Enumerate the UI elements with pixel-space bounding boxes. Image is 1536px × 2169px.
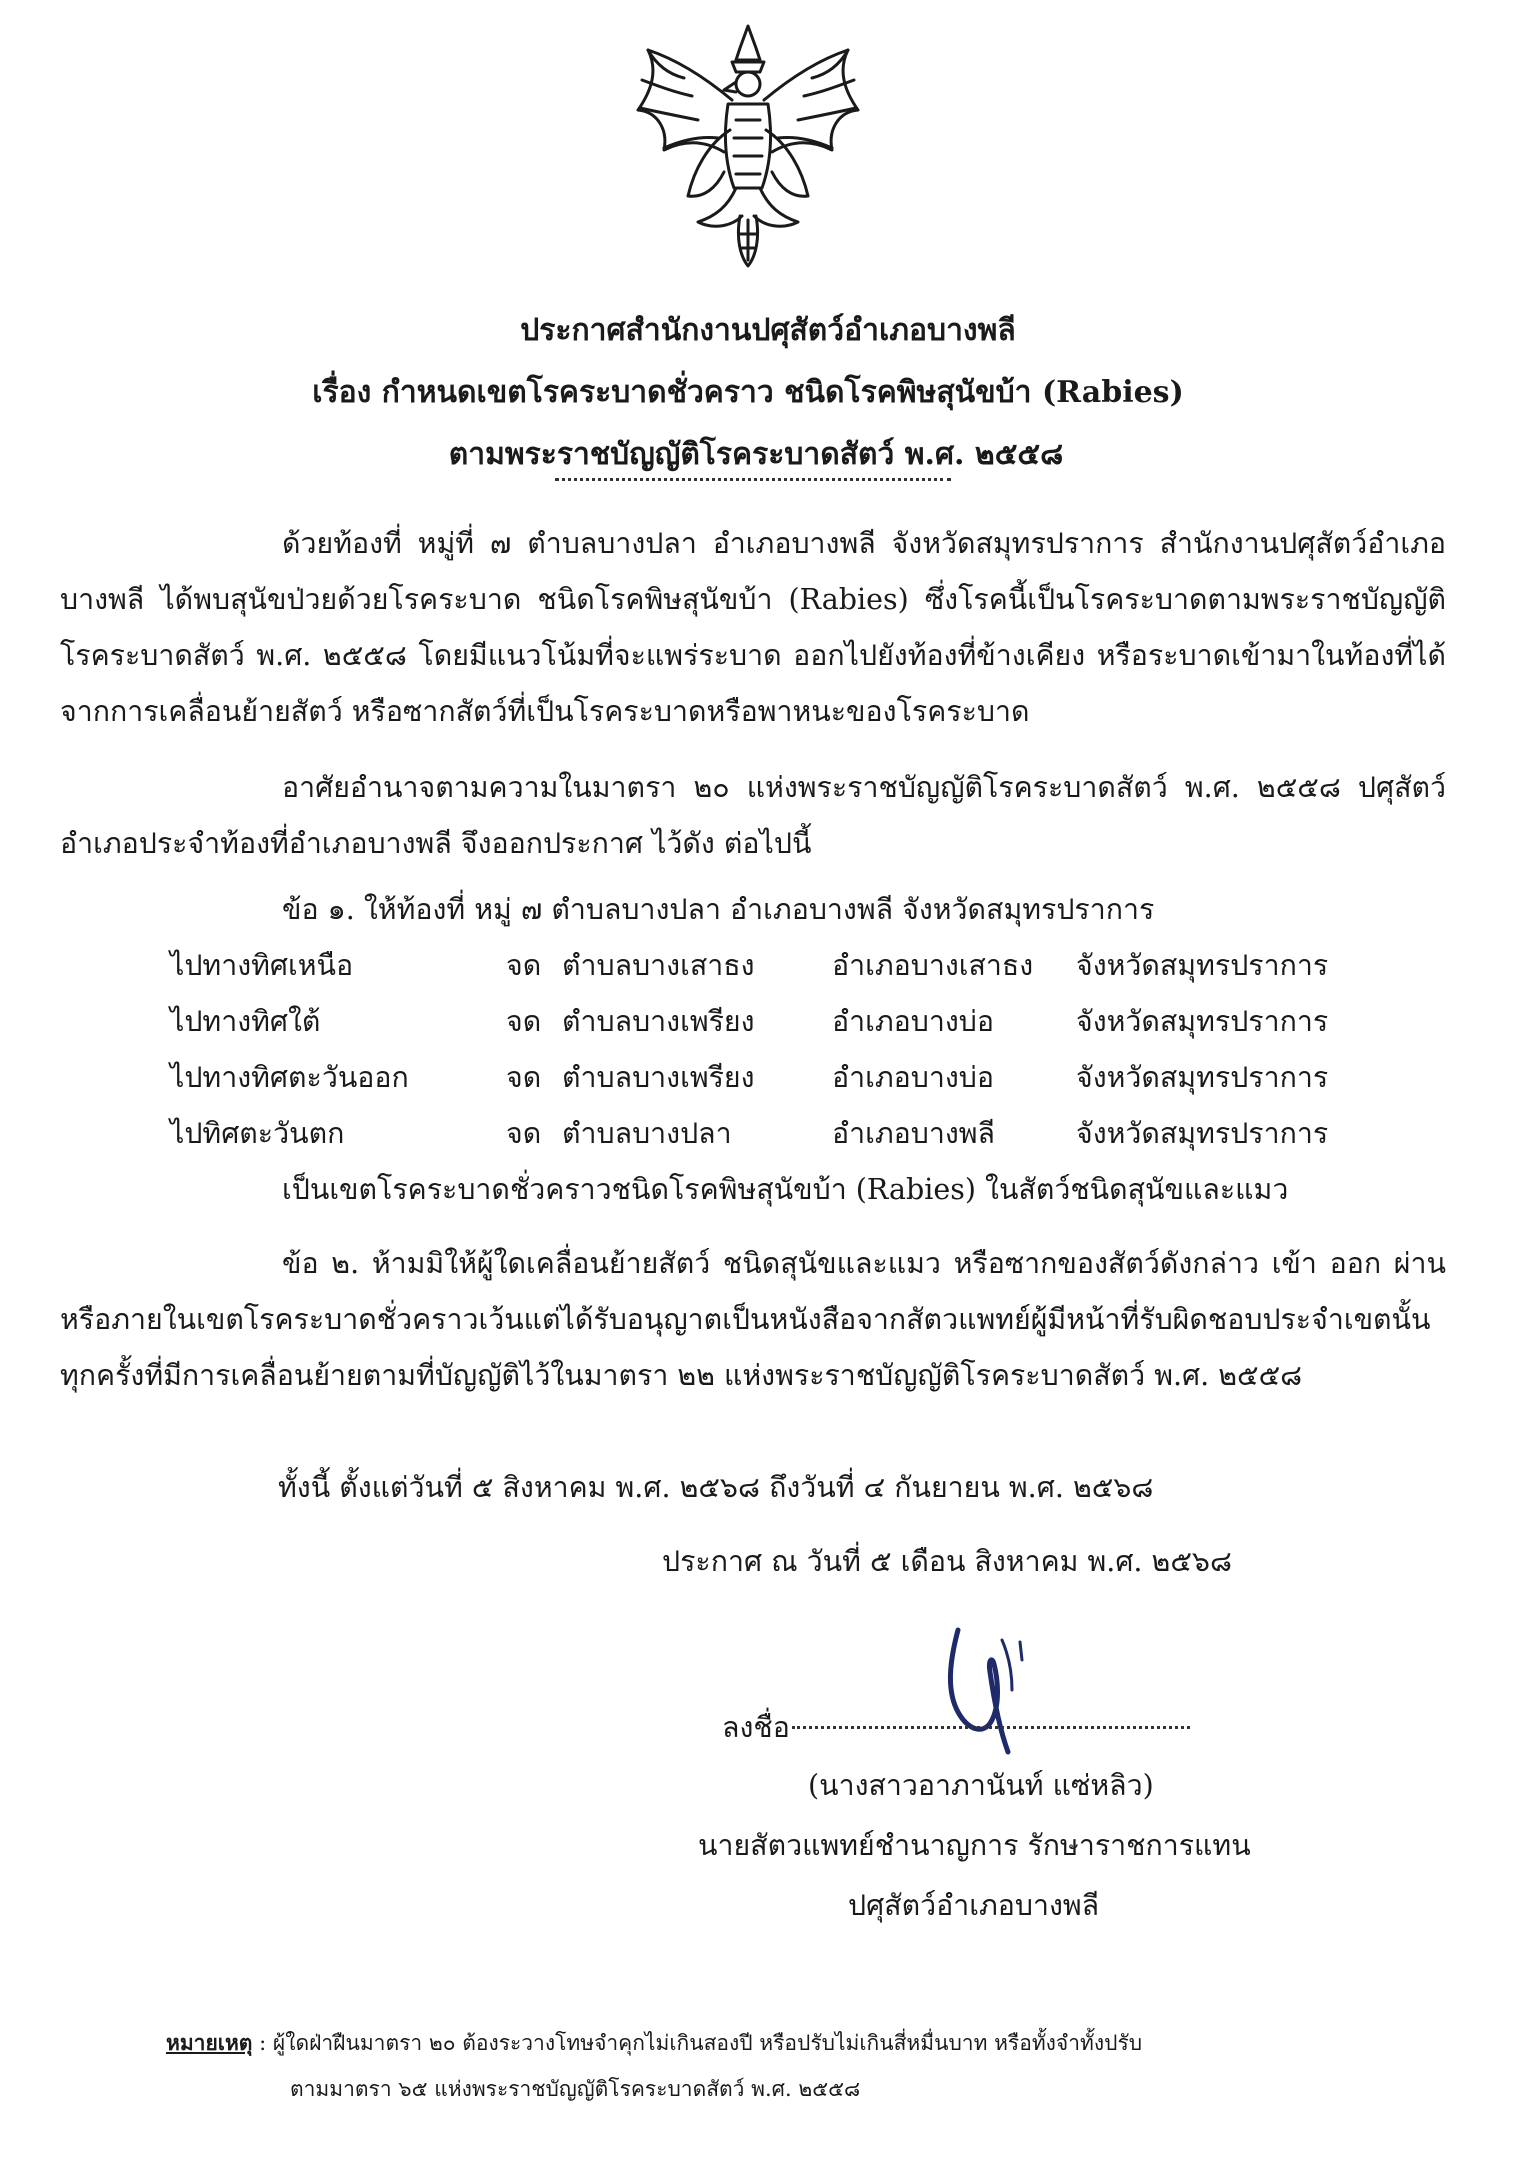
clause-2-text: ข้อ ๒. ห้ามมิให้ผู้ใดเคลื่อนย้ายสัตว์ ชนิดสุนัขและแมว หรือซากของสัตว์ดังกล่าว เข้า ออก ผ่าน หรือภายในเขตโรคระบาดชั่วคราวเว้นแต่ได้รับอนุญาตเป็นหนังสือจากสัตวแพทย์ผู้มีหน้าที่รับผิดชอบประจำเขตนั้นทุกครั้งที่มีการเคลื่อนย้ายตามที่บัญญัติไว้ในมาตรา ๒๒ แห่งพระราชบัญญัติโรคระบาดสัตว์ พ.ศ. ๒๕๕๘ — [60, 1247, 1446, 1392]
signer-name: (นางสาวอาภานันท์ แซ่หลิว) — [808, 1769, 1154, 1802]
boundary-adjacent: จด — [506, 1117, 542, 1150]
paragraph-preamble — [60, 516, 1446, 740]
boundary-subdistrict: ตำบลบางปลา — [562, 1117, 732, 1150]
title-line-3: ตามพระราชบัญญัติโรคระบาดสัตว์ พ.ศ. ๒๕๕๘ — [448, 437, 1064, 472]
clause-1: ข้อ ๑. ให้ท้องที่ หมู่ ๗ ตำบลบางปลา อำเภอบางพลี จังหวัดสมุทรปราการ — [282, 893, 1155, 926]
signature-dotted-line — [792, 1726, 1190, 1729]
zone-statement: เป็นเขตโรคระบาดชั่วคราวชนิดโรคพิษสุนัขบ้า (Rabies) ในสัตว์ชนิดสุนัขและแมว — [282, 1173, 1289, 1206]
signature-label: ลงชื่อ — [722, 1711, 790, 1744]
signer-position: นายสัตวแพทย์ชำนาญการ รักษาราชการแทน — [698, 1829, 1251, 1862]
footnote-separator: : — [252, 2031, 273, 2055]
boundary-province: จังหวัดสมุทรปราการ — [1076, 1005, 1329, 1038]
document-title — [0, 300, 1536, 486]
announcement-date: ประกาศ ณ วันที่ ๕ เดือน สิงหาคม พ.ศ. ๒๕๖๘ — [662, 1545, 1232, 1578]
boundary-adjacent: จด — [506, 949, 542, 982]
signature-line — [722, 1700, 1190, 1756]
authority-text: อาศัยอำนาจตามความในมาตรา ๒๐ แห่งพระราชบัญญัติโรคระบาดสัตว์ พ.ศ. ๒๕๕๘ ปศุสัตว์อำเภอประจำท้องที่อำเภอบางพลี จึงออกประกาศ ไว้ดัง ต่อไปนี้ — [60, 771, 1446, 860]
boundary-district: อำเภอบางบ่อ — [832, 1061, 994, 1094]
boundary-direction: ไปทิศตะวันตก — [170, 1117, 345, 1150]
boundary-district: อำเภอบางเสาธง — [832, 949, 1034, 982]
preamble-text: ด้วยท้องที่ หมู่ที่ ๗ ตำบลบางปลา อำเภอบางพลี จังหวัดสมุทรปราการ สำนักงานปศุสัตว์อำเภอบางพลี ได้พบสุนัขป่วยด้วยโรคระบาด ชนิดโรคพิษสุนัขบ้า (Rabies) ซึ่งโรคนี้เป็นโรคระบาดตามพระราชบัญญัติโรคระบาดสัตว์ พ.ศ. ๒๕๕๘ โดยมีแนวโน้มที่จะแพร่ระบาด ออกไปยังท้องที่ข้างเคียง หรือระบาดเข้ามาในท้องที่ได้จากการเคลื่อนย้ายสัตว์ หรือซากสัตว์ที่เป็นโรคระบาดหรือพาหนะของโรคระบาด — [60, 527, 1446, 728]
garuda-emblem-icon — [628, 20, 868, 272]
title-line-1: ประกาศสำนักงานปศุสัตว์อำเภอบางพลี — [520, 313, 1016, 348]
boundary-direction: ไปทางทิศเหนือ — [170, 949, 354, 982]
footnote-line-1: ผู้ใดฝ่าฝืนมาตรา ๒๐ ต้องระวางโทษจำคุกไม่เกินสองปี หรือปรับไม่เกินสี่หมื่นบาท หรือทั้งจำทั้งปรับ — [272, 2031, 1143, 2055]
boundary-adjacent: จด — [506, 1005, 542, 1038]
boundary-subdistrict: ตำบลบางเพรียง — [562, 1005, 755, 1038]
boundary-province: จังหวัดสมุทรปราการ — [1076, 1117, 1329, 1150]
boundary-adjacent: จด — [506, 1061, 542, 1094]
boundary-subdistrict: ตำบลบางเพรียง — [562, 1061, 755, 1094]
boundary-subdistrict: ตำบลบางเสาธง — [562, 949, 755, 982]
boundary-direction: ไปทางทิศใต้ — [170, 1005, 321, 1038]
paragraph-authority — [60, 760, 1446, 872]
boundary-district: อำเภอบางพลี — [832, 1117, 996, 1150]
signer-block — [698, 1756, 1298, 1936]
footnote-line-2: ตามมาตรา ๖๕ แห่งพระราชบัญญัติโรคระบาดสัตว์ พ.ศ. ๒๕๕๘ — [290, 2077, 861, 2101]
paragraph-clause-2 — [60, 1236, 1446, 1404]
signer-office: ปศุสัตว์อำเภอบางพลี — [848, 1889, 1100, 1922]
boundary-direction: ไปทางทิศตะวันออก — [170, 1061, 409, 1094]
boundary-province: จังหวัดสมุทรปราการ — [1076, 949, 1329, 982]
boundary-district: อำเภอบางบ่อ — [832, 1005, 994, 1038]
footnote — [166, 2020, 1326, 2112]
footnote-label: หมายเหตุ — [166, 2030, 253, 2055]
title-divider — [555, 478, 951, 481]
boundary-province: จังหวัดสมุทรปราการ — [1076, 1061, 1329, 1094]
title-line-2: เรื่อง กำหนดเขตโรคระบาดชั่วคราว ชนิดโรคพิษสุนัขบ้า (Rabies) — [312, 375, 1184, 410]
effective-period: ทั้งนี้ ตั้งแต่วันที่ ๕ สิงหาคม พ.ศ. ๒๕๖๘ ถึงวันที่ ๔ กันยายน พ.ศ. ๒๕๖๘ — [278, 1471, 1154, 1504]
